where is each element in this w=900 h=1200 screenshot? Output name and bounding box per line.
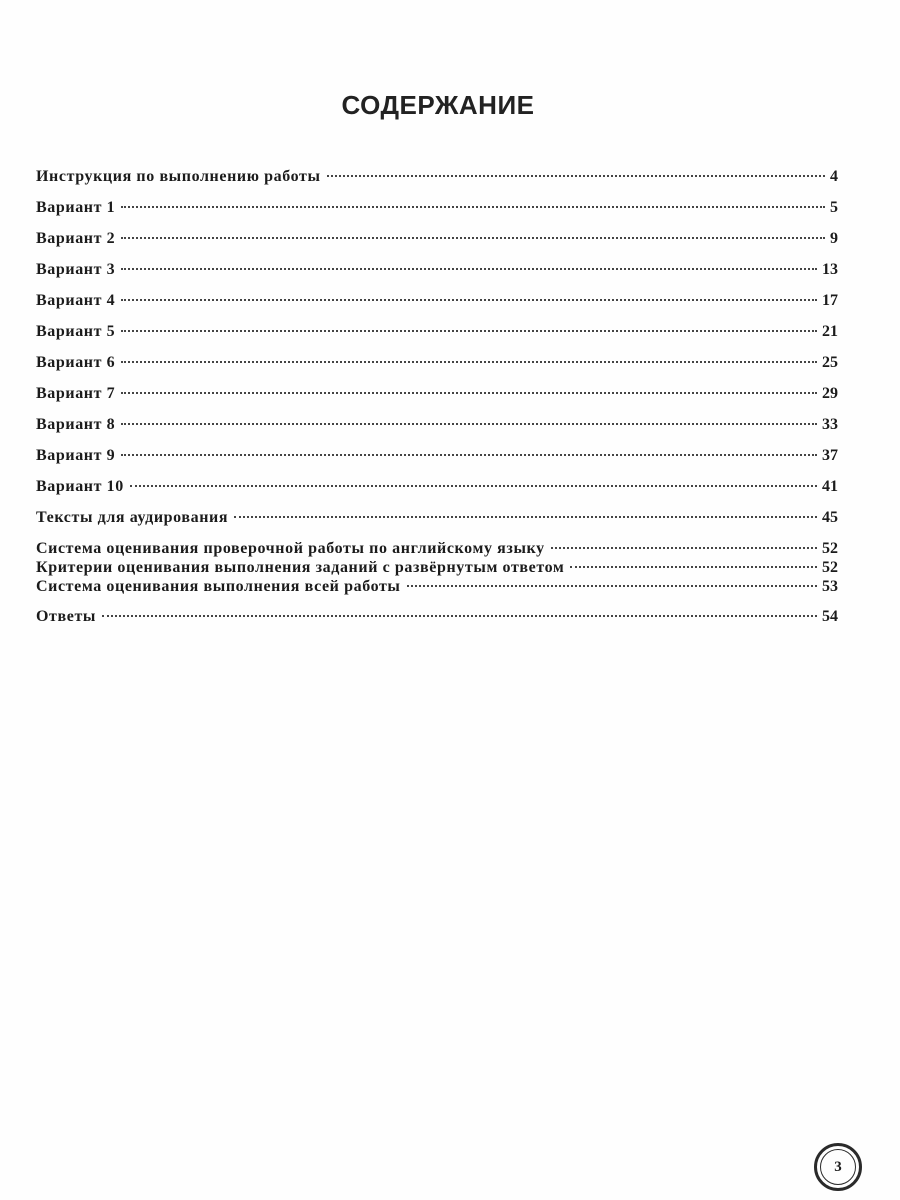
toc-entry-label: Ответы	[36, 608, 96, 625]
dot-leader	[121, 299, 817, 301]
dot-leader	[121, 268, 817, 270]
dot-leader	[121, 392, 817, 394]
toc-entry	[36, 197, 838, 219]
toc-entry	[36, 383, 838, 405]
toc-entry-page: 17	[822, 292, 838, 309]
toc-entry	[36, 445, 838, 467]
dot-leader	[121, 454, 817, 456]
toc-entry-label: Вариант 6	[36, 354, 116, 371]
toc-entry-page: 9	[830, 230, 838, 247]
toc-entry-page: 52	[822, 559, 838, 576]
toc-entry-page: 45	[822, 509, 838, 526]
page-number-badge	[814, 1143, 862, 1191]
dot-leader	[407, 585, 817, 587]
toc-entry	[36, 414, 838, 436]
toc-entry-label: Система оценивания проверочной работы по английскому языку	[36, 540, 545, 557]
toc-entry-label: Вариант 8	[36, 416, 116, 433]
toc-entry-label: Тексты для аудирования	[36, 509, 229, 526]
toc-entry-page: 41	[822, 478, 838, 495]
dot-leader	[130, 485, 817, 487]
toc-entry	[36, 228, 838, 250]
toc-entry-page: 54	[822, 608, 838, 625]
table-of-contents	[36, 166, 838, 625]
toc-entry	[36, 259, 838, 281]
dot-leader	[121, 237, 825, 239]
toc-entry-page: 53	[822, 578, 838, 595]
toc-entry	[36, 166, 838, 188]
toc-entry-page: 52	[822, 540, 838, 557]
dot-leader	[102, 615, 817, 617]
dot-leader	[551, 547, 817, 549]
toc-entry-label: Система оценивания выполнения всей работы	[36, 578, 401, 595]
page-title: СОДЕРЖАНИЕ	[341, 90, 535, 120]
toc-entry-page: 4	[830, 168, 838, 185]
toc-entry-label: Вариант 3	[36, 261, 116, 278]
toc-entry-label: Вариант 5	[36, 323, 116, 340]
toc-entry	[36, 321, 838, 343]
toc-entry-label: Вариант 1	[36, 199, 116, 216]
toc-entry	[36, 507, 838, 529]
toc-entry-page: 37	[822, 447, 838, 464]
toc-entry-label: Критерии оценивания выполнения заданий с развёрнутым ответом	[36, 559, 565, 576]
toc-entry	[36, 576, 838, 598]
toc-entry-label: Вариант 2	[36, 230, 116, 247]
toc-entry-page: 13	[822, 261, 838, 278]
dot-leader	[121, 423, 817, 425]
toc-entry-page: 21	[822, 323, 838, 340]
toc-entry-page: 29	[822, 385, 838, 402]
page-number: 3	[820, 1149, 856, 1185]
dot-leader	[121, 330, 817, 332]
dot-leader	[327, 175, 825, 177]
toc-entry	[36, 476, 838, 498]
dot-leader	[121, 206, 825, 208]
dot-leader	[121, 361, 817, 363]
toc-entry-page: 5	[830, 199, 838, 216]
toc-entry	[36, 352, 838, 374]
toc-entry-label: Вариант 4	[36, 292, 116, 309]
dot-leader	[570, 566, 817, 568]
toc-entry-label: Вариант 7	[36, 385, 116, 402]
toc-entry	[36, 290, 838, 312]
toc-entry-page: 25	[822, 354, 838, 371]
toc-entry-page: 33	[822, 416, 838, 433]
dot-leader	[234, 516, 817, 518]
toc-entry-label: Вариант 9	[36, 447, 116, 464]
toc-entry-label: Вариант 10	[36, 478, 124, 495]
toc-entry-label: Инструкция по выполнению работы	[36, 168, 321, 185]
toc-entry	[36, 606, 838, 628]
